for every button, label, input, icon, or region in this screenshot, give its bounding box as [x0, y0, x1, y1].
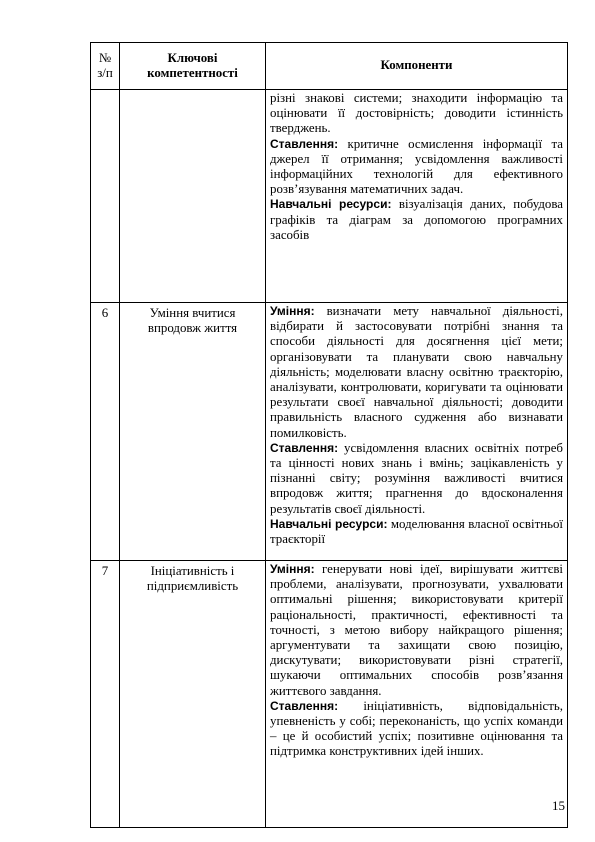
component-paragraph — [270, 517, 563, 547]
component-text: візуалізація даних, побудова графіків та діаграм за допомогою програмних засобів — [270, 197, 563, 242]
competence-name: Уміння вчитися впродовж життя — [120, 303, 266, 561]
component-paragraph — [270, 441, 563, 517]
row-number — [91, 90, 120, 303]
components-cell — [266, 561, 568, 828]
table-row — [91, 561, 568, 828]
component-label: Навчальні ресурси: — [270, 197, 392, 212]
component-paragraph — [270, 562, 563, 699]
component-text: ініціативність, відповідальність, упевненість у собі; переконаність, що успіх команди – це й особистий успіх; позитивне оцінювання та підтримка конструктивних ідей інших. — [270, 698, 563, 759]
header-components: Компоненти — [266, 43, 568, 90]
component-text: усвідомлення власних освітніх потреб та цінності нових знань і вмінь; зацікавленість у пізнанні світу; розуміння важливості вчитися впродовж життя; прагнення до вдосконалення результатів своєї діяльності. — [270, 440, 563, 516]
component-text: моделювання власної освітньої траєкторії — [270, 516, 564, 547]
component-label: Ставлення: — [270, 698, 339, 713]
component-text: генерувати нові ідеї, вирішувати життєві проблеми, аналізувати, прогнозувати, ухвалювати оптимальні рішення; використовувати критерії раціональності, практичності, ефективності та точності, з метою вибору найкращого рішення; аргументувати та захищати свою позицію, дискутувати; використовувати різні стратегії, шукаючи оптимальних способів розв’язання життєвого завдання. — [270, 562, 563, 698]
page-number: 15 — [552, 798, 565, 813]
components-cell — [266, 303, 568, 561]
row-number: 6 — [91, 303, 120, 561]
row-number: 7 — [91, 561, 120, 828]
table-row — [91, 90, 568, 303]
component-text: критичне осмислення інформації та джерел її отримання; усвідомлення важливості інформаційних технологій для ефективного розв’язування математичних задач. — [270, 136, 563, 197]
table-body — [91, 90, 568, 828]
component-label: Ставлення: — [270, 440, 339, 455]
component-text: визначати мету навчальної діяльності, відбирати й застосовувати потрібні знання та способи діяльності для досягнення цієї мети; організовувати та планувати свою навчальну діяльність; моделювати власну освітню траєкторію, аналізувати, контролювати, коригувати та оцінювати результати своєї навчальної діяльності; доводити правильність власного судження або визнавати помилковість. — [270, 304, 563, 440]
component-label: Уміння: — [270, 562, 315, 576]
competence-name: Ініціативність і підприємливість — [120, 561, 266, 828]
component-paragraph — [270, 304, 563, 441]
competencies-table — [90, 42, 568, 828]
header-competence: Ключові компетентності — [120, 43, 266, 90]
component-paragraph — [270, 197, 563, 243]
component-label: Ставлення: — [270, 136, 339, 151]
component-text: різні знакові системи; знаходити інформацію та оцінювати її достовірність; доводити істинність тверджень. — [270, 91, 563, 136]
components-cell — [266, 90, 568, 303]
table-row — [91, 303, 568, 561]
competence-name — [120, 90, 266, 303]
component-label: Навчальні ресурси: — [270, 516, 388, 531]
table-header-row — [91, 43, 568, 90]
component-paragraph — [270, 137, 563, 198]
component-paragraph — [270, 699, 563, 760]
component-paragraph — [270, 91, 563, 137]
header-number: № з/п — [91, 43, 120, 90]
component-label: Уміння: — [270, 304, 315, 318]
